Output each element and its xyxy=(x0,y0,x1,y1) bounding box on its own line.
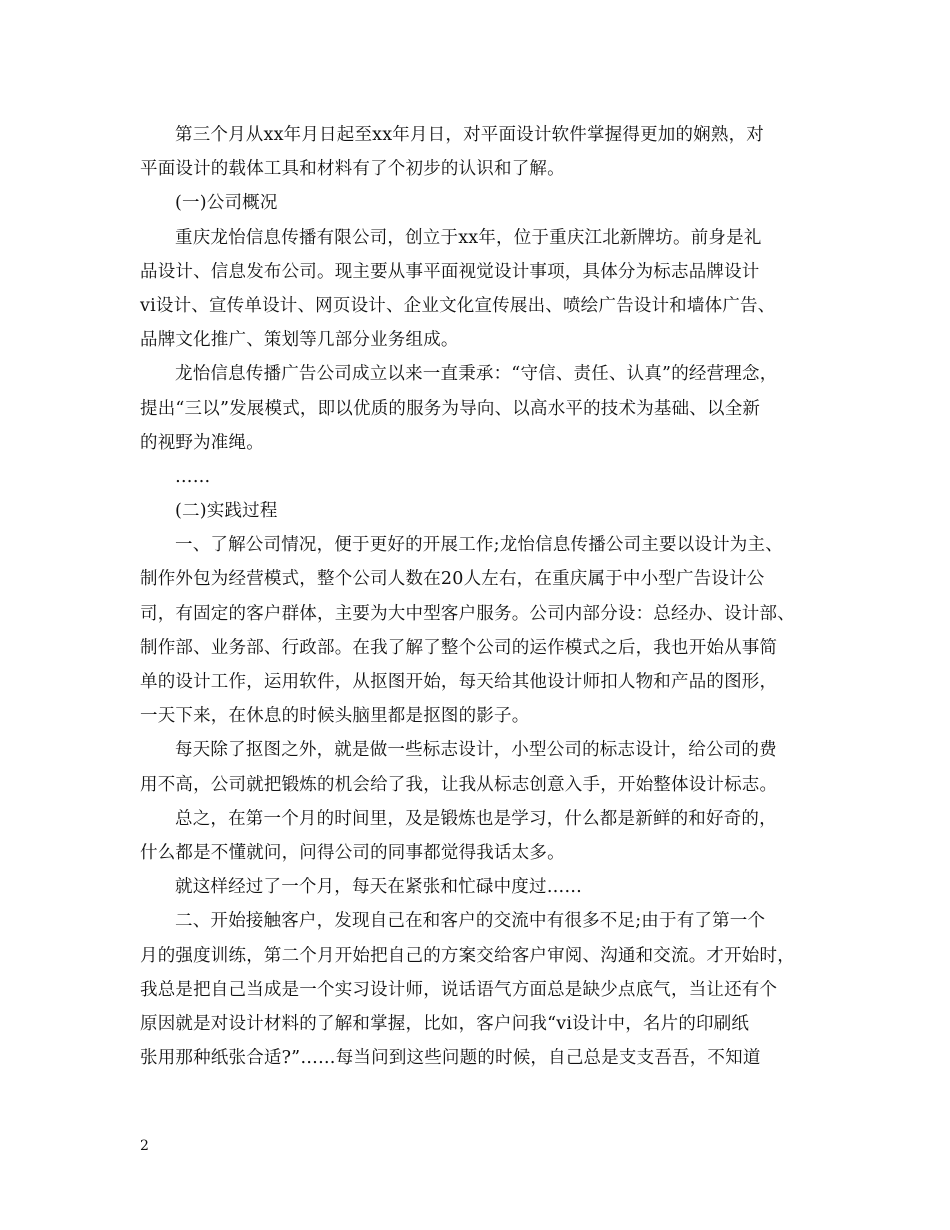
text-line: 月的强度训练，第二个月开始把自己的方案交给客户审阅、沟通和交流。才开始时， xyxy=(140,945,795,966)
text-line: 原因就是对设计材料的了解和掌握，比如，客户问我“vi设计中，名片的印刷纸 xyxy=(140,1013,750,1034)
text-line: 提出“三以”发展模式，即以优质的服务为导向、以高水平的技术为基础、以全新 xyxy=(140,398,761,419)
text-line: 我总是把自己当成是一个实习设计师，说话语气方面总是缺少点底气，当让还有个 xyxy=(140,979,778,1000)
text-line: …… xyxy=(175,466,211,487)
text-line: 二、开始接触客户，发现自己在和客户的交流中有很多不足;由于有了第一个 xyxy=(175,911,766,932)
text-line: 品牌文化推广、策划等几部分业务组成。 xyxy=(140,330,459,351)
text-line: 司，有固定的客户群体，主要为大中型客户服务。公司内部分设：总经办、设计部、 xyxy=(140,603,795,624)
text-line: 的视野为准绳。 xyxy=(140,432,264,453)
text-line: 什么都是不懂就问，问得公司的同事都觉得我话太多。 xyxy=(140,842,565,863)
text-line: 制作外包为经营模式，整个公司人数在20人左右，在重庆属于中小型广告设计公 xyxy=(140,569,765,590)
text-line: 平面设计的载体工具和材料有了个初步的认识和了解。 xyxy=(140,159,565,180)
page-number: 2 xyxy=(140,1138,149,1154)
text-line: 第三个月从xx年月日起至xx年月日，对平面设计软件掌握得更加的娴熟，对 xyxy=(175,125,764,145)
text-line: 一、了解公司情况，便于更好的开展工作;龙怡信息传播公司主要以设计为主、 xyxy=(175,535,783,556)
document-body xyxy=(140,118,830,1075)
text-line: 就这样经过了一个月，每天在紧张和忙碌中度过…… xyxy=(175,877,583,898)
text-line: 用不高，公司就把锻炼的机会给了我，让我从标志创意入手，开始整体设计标志。 xyxy=(140,774,778,795)
text-line: vi设计、宣传单设计、网页设计、企业文化宣传展出、喷绘广告设计和墙体广告、 xyxy=(140,295,776,316)
text-line: (二)实践过程 xyxy=(175,501,278,522)
text-line: (一)公司概况 xyxy=(175,193,278,214)
text-line: 重庆龙怡信息传播有限公司，创立于xx年，位于重庆江北新牌坊。前身是礼 xyxy=(175,227,762,248)
text-line: 单的设计工作，运用软件，从抠图开始，每天给其他设计师扣人物和产品的图形， xyxy=(140,672,778,692)
text-line: 总之，在第一个月的时间里，及是锻炼也是学习，什么都是新鲜的和好奇的， xyxy=(175,808,777,829)
text-line: 一天下来，在休息的时候头脑里都是抠图的影子。 xyxy=(140,706,530,727)
text-line: 制作部、业务部、行政部。在我了解了整个公司的运作模式之后，我也开始从事简 xyxy=(140,637,778,658)
text-line: 每天除了抠图之外，就是做一些标志设计，小型公司的标志设计，给公司的费 xyxy=(175,740,777,761)
text-line: 品设计、信息发布公司。现主要从事平面视觉设计事项，具体分为标志品牌设计 xyxy=(140,261,760,282)
text-line: 龙怡信息传播广告公司成立以来一直秉承：“守信、责任、认真”的经营理念， xyxy=(175,364,778,385)
text-line: 张用那种纸张合适?”……每当问到这些问题的时候，自己总是支支吾吾，不知道 xyxy=(140,1048,761,1069)
